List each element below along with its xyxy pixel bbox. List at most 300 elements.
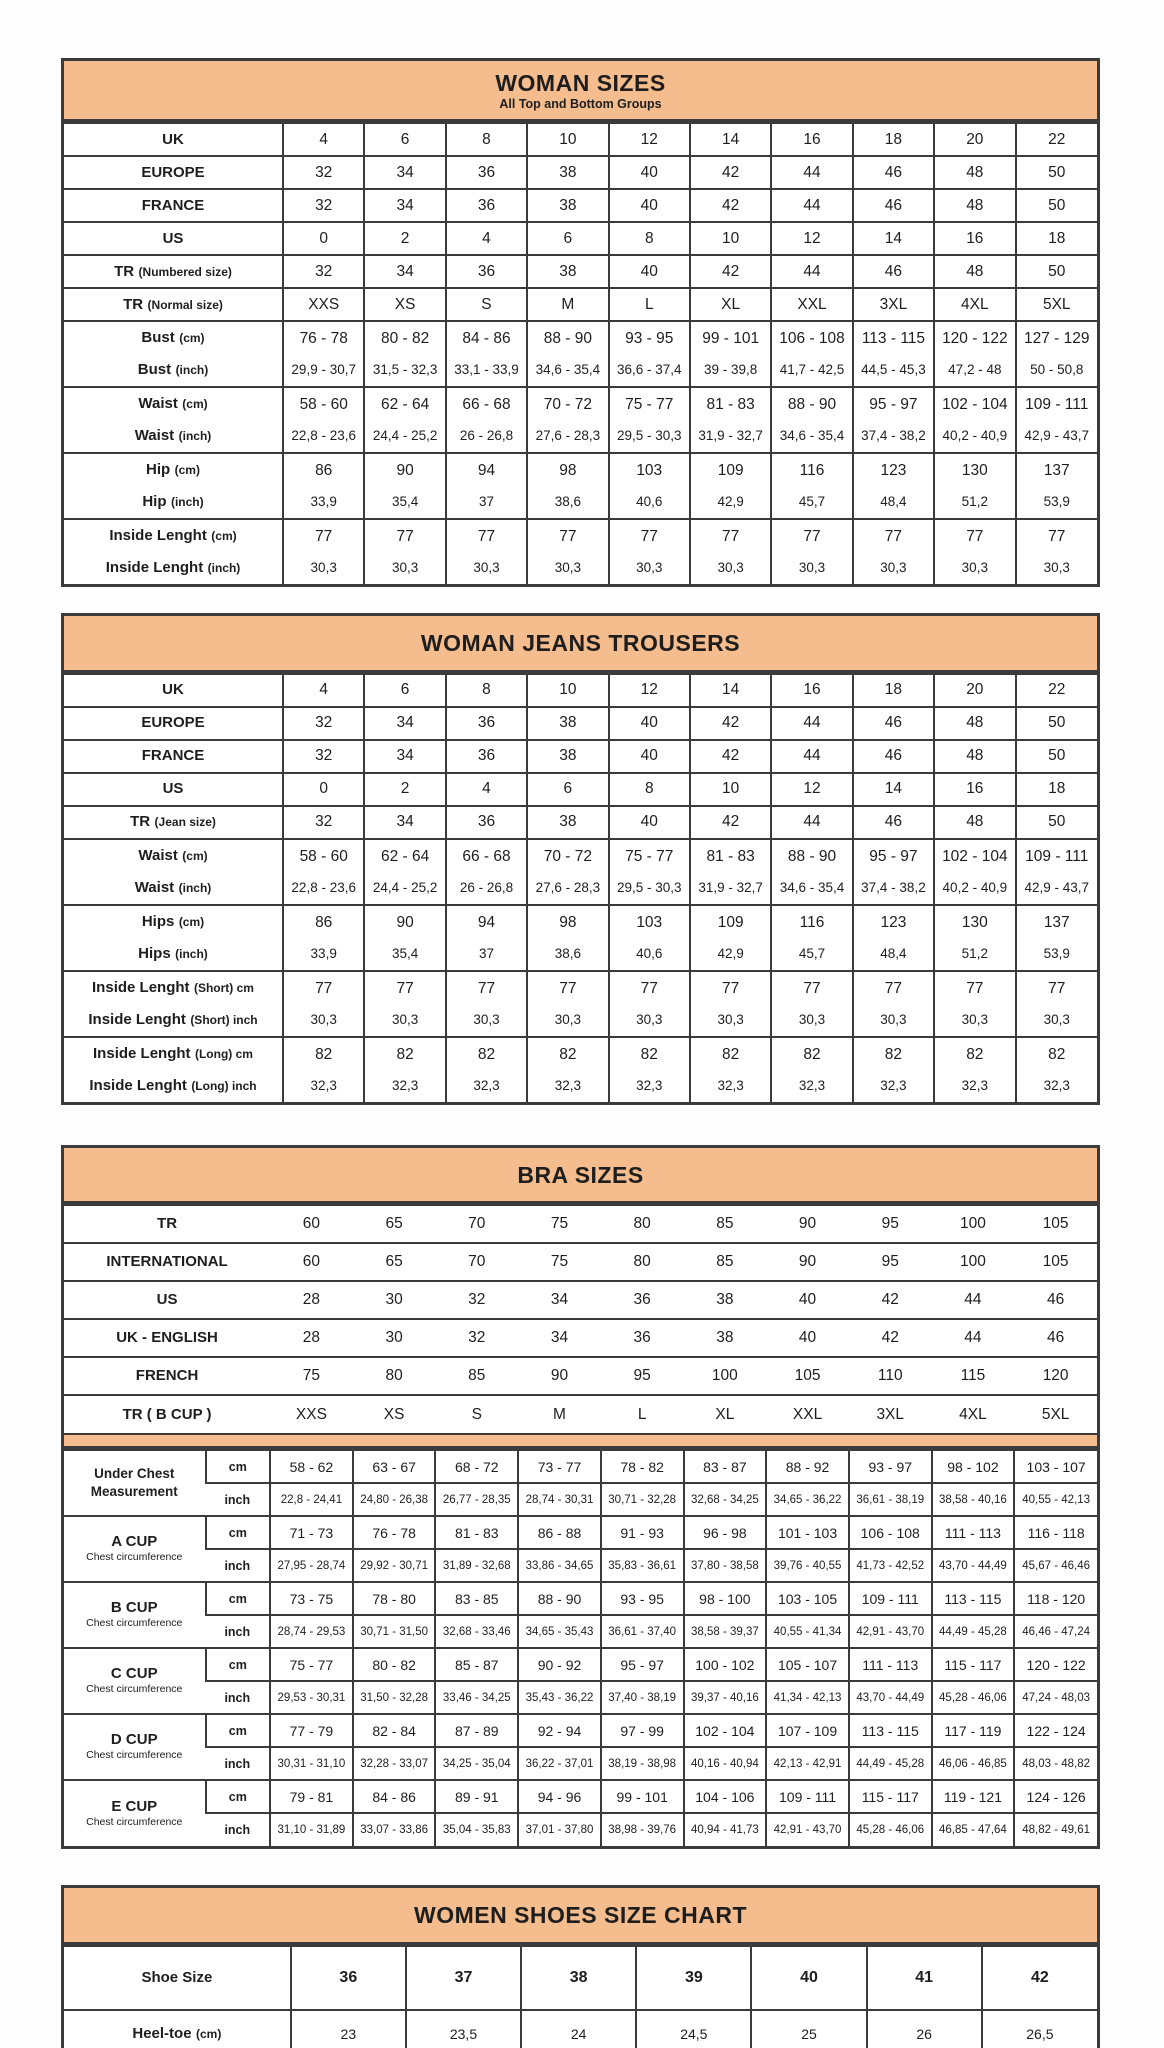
size-value-cell: 38,58 - 39,37 [684, 1615, 767, 1648]
size-value-cell: 77 30,3 [853, 519, 934, 584]
size-value-cell: 77 30,3 [1016, 519, 1097, 584]
spacer [61, 1849, 1100, 1885]
size-value-cell: 85 - 87 [435, 1648, 518, 1681]
size-value-cell: 46 [1014, 1319, 1097, 1357]
row-label: Inside Lenght (Short) cm Inside Lenght (Short) inch [64, 971, 283, 1037]
size-value-cell: 77 30,3 [446, 519, 527, 584]
size-value-cell: 116 45,7 [771, 453, 852, 519]
size-value-cell: 26 [867, 2010, 982, 2048]
size-value-cell: 109 - 111 42,9 - 43,7 [1016, 387, 1097, 453]
unit-label: inch [206, 1681, 271, 1714]
table-row-group [64, 1780, 1097, 1813]
row-label: Waist (cm) Waist (inch) [64, 387, 283, 453]
size-value-cell: 32 [283, 255, 364, 288]
size-value-cell: 30,71 - 32,28 [601, 1483, 684, 1516]
size-value-cell: 26,77 - 28,35 [435, 1483, 518, 1516]
size-value-cell: 77 30,3 [771, 519, 852, 584]
size-value-cell: 46 [853, 806, 934, 839]
peach-divider-strip [64, 1433, 1097, 1449]
size-value-cell: 94 - 96 [518, 1780, 601, 1813]
size-value-cell: 84 - 86 [353, 1780, 436, 1813]
bra-sizes-title: BRA SIZES [517, 1161, 644, 1188]
size-value-cell: 105 [766, 1357, 849, 1395]
size-value-cell: 22 [1016, 123, 1097, 156]
size-value-cell: 12 [771, 773, 852, 806]
size-value-cell: 12 [771, 222, 852, 255]
size-value-cell: 118 - 120 [1014, 1582, 1097, 1615]
size-value-cell: 75 [518, 1243, 601, 1281]
size-value-cell: 4 [446, 773, 527, 806]
size-value-cell: 117 - 119 [932, 1714, 1015, 1747]
size-value-cell: 40,55 - 42,13 [1014, 1483, 1097, 1516]
size-value-cell: 122 - 124 [1014, 1714, 1097, 1747]
size-value-cell: 10 [527, 123, 608, 156]
size-value-cell: XXL [771, 288, 852, 321]
size-value-cell: 66 - 68 26 - 26,8 [446, 839, 527, 905]
size-value-cell: 123 48,4 [853, 453, 934, 519]
size-value-cell: 103 40,6 [609, 453, 690, 519]
size-value-cell: 93 - 95 36,6 - 37,4 [609, 321, 690, 387]
size-value-cell: 34 [364, 707, 445, 740]
row-label: Bust (cm) Bust (inch) [64, 321, 283, 387]
table-row-group [64, 905, 1097, 971]
size-value-cell: 38,58 - 40,16 [932, 1483, 1015, 1516]
size-value-cell: 38 [527, 255, 608, 288]
size-value-cell: 42 [982, 1946, 1097, 2010]
size-value-cell: 76 - 78 [353, 1516, 436, 1549]
size-value-cell: 0 [283, 222, 364, 255]
size-value-cell: L [601, 1395, 684, 1433]
shoes-section [61, 1885, 1100, 2048]
size-value-cell: 77 30,3 [1016, 971, 1097, 1037]
size-value-cell: 115 - 117 [932, 1648, 1015, 1681]
size-value-cell: 100 - 102 [684, 1648, 767, 1681]
size-value-cell: 73 - 77 [518, 1450, 601, 1483]
table-row [64, 773, 1097, 806]
size-value-cell: 44 [771, 806, 852, 839]
size-value-cell: 79 - 81 [270, 1780, 353, 1813]
size-value-cell: 16 [934, 222, 1015, 255]
size-value-cell: 46 [853, 189, 934, 222]
table-row-group [64, 519, 1097, 584]
woman-sizes-section [61, 58, 1100, 587]
size-value-cell: 86 33,9 [283, 453, 364, 519]
spacer [61, 1105, 1100, 1145]
table-row-group [64, 1516, 1097, 1549]
size-value-cell: 100 [932, 1243, 1015, 1281]
size-value-cell: 50 [1016, 255, 1097, 288]
size-value-cell: 80 - 82 [353, 1648, 436, 1681]
size-value-cell: 38,19 - 38,98 [601, 1747, 684, 1780]
size-value-cell: 120 [1014, 1357, 1097, 1395]
size-value-cell: 85 [435, 1357, 518, 1395]
size-value-cell: 94 37 [446, 453, 527, 519]
size-value-cell: 32,28 - 33,07 [353, 1747, 436, 1780]
size-value-cell: 83 - 87 [684, 1450, 767, 1483]
size-value-cell: 48,82 - 49,61 [1014, 1813, 1097, 1846]
size-value-cell: 102 - 104 [684, 1714, 767, 1747]
size-value-cell: 34 [518, 1281, 601, 1319]
size-value-cell: 113 - 115 [932, 1582, 1015, 1615]
size-value-cell: 42,91 - 43,70 [849, 1615, 932, 1648]
size-value-cell: 28 [270, 1319, 353, 1357]
size-value-cell: 39 [636, 1946, 751, 2010]
size-value-cell: 40,94 - 41,73 [684, 1813, 767, 1846]
size-value-cell: 2 [364, 773, 445, 806]
size-value-cell: 36,22 - 37,01 [518, 1747, 601, 1780]
size-value-cell: 44 [771, 740, 852, 773]
size-value-cell: 36 [446, 189, 527, 222]
size-value-cell: 32,68 - 33,46 [435, 1615, 518, 1648]
table-row [64, 707, 1097, 740]
table-row [64, 222, 1097, 255]
table-row [64, 1319, 1097, 1357]
size-value-cell: 40 [609, 255, 690, 288]
size-value-cell: 36 [601, 1281, 684, 1319]
size-value-cell: 92 - 94 [518, 1714, 601, 1747]
table-row [64, 156, 1097, 189]
size-value-cell: 29,92 - 30,71 [353, 1549, 436, 1582]
size-value-cell: 10 [527, 674, 608, 707]
size-value-cell: 80 [601, 1205, 684, 1243]
size-value-cell: 36 [446, 156, 527, 189]
size-value-cell: 20 [934, 123, 1015, 156]
size-value-cell: 36 [446, 255, 527, 288]
size-value-cell: 48 [934, 189, 1015, 222]
size-value-cell: 23 [291, 2010, 406, 2048]
size-value-cell: 22 [1016, 674, 1097, 707]
size-value-cell: 38 [527, 707, 608, 740]
size-value-cell: 98 38,6 [527, 905, 608, 971]
size-value-cell: 6 [527, 222, 608, 255]
unit-label: cm [206, 1516, 271, 1549]
size-value-cell: 8 [446, 674, 527, 707]
size-value-cell: 77 30,3 [690, 971, 771, 1037]
size-value-cell: 0 [283, 773, 364, 806]
table-row [64, 806, 1097, 839]
size-value-cell: 77 - 79 [270, 1714, 353, 1747]
size-value-cell: 42 [690, 707, 771, 740]
size-value-cell: 77 30,3 [527, 971, 608, 1037]
table-row-group [64, 1714, 1097, 1747]
size-value-cell: XL [690, 288, 771, 321]
size-value-cell: 82 32,3 [364, 1037, 445, 1102]
size-value-cell: 88 - 90 [518, 1582, 601, 1615]
size-value-cell: 82 - 84 [353, 1714, 436, 1747]
size-value-cell: 38 [527, 806, 608, 839]
size-value-cell: 32 [283, 156, 364, 189]
size-value-cell: 87 - 89 [435, 1714, 518, 1747]
size-value-cell: 63 - 67 [353, 1450, 436, 1483]
size-value-cell: 109 42,9 [690, 453, 771, 519]
size-value-cell: 48 [934, 255, 1015, 288]
size-value-cell: 4 [446, 222, 527, 255]
row-label: UK [64, 123, 283, 156]
size-value-cell: XS [364, 288, 445, 321]
size-value-cell: 24 [521, 2010, 636, 2048]
size-value-cell: 111 - 113 [849, 1648, 932, 1681]
size-value-cell: 46 [1014, 1281, 1097, 1319]
woman-jeans-header [64, 616, 1097, 672]
table-row [64, 1946, 1097, 2010]
size-value-cell: 101 - 103 [766, 1516, 849, 1549]
size-value-cell: 106 - 108 [849, 1516, 932, 1549]
size-value-cell: 48 [934, 707, 1015, 740]
row-label: TR (Jean size) [64, 806, 283, 839]
table-row [64, 674, 1097, 707]
row-label: FRENCH [64, 1357, 270, 1395]
size-value-cell: 6 [527, 773, 608, 806]
size-value-cell: 65 [353, 1205, 436, 1243]
size-value-cell: 58 - 60 22,8 - 23,6 [283, 387, 364, 453]
table-row [64, 1813, 1097, 1846]
size-value-cell: 65 [353, 1243, 436, 1281]
table-row-group [64, 971, 1097, 1037]
shoes-title: WOMEN SHOES SIZE CHART [413, 1902, 747, 1929]
size-value-cell: 14 [690, 123, 771, 156]
size-value-cell: 32 [283, 707, 364, 740]
size-value-cell: 34 [518, 1319, 601, 1357]
size-value-cell: 30 [353, 1319, 436, 1357]
woman-jeans-title: WOMAN JEANS TROUSERS [420, 630, 741, 657]
size-value-cell: 99 - 101 [601, 1780, 684, 1813]
row-label: FRANCE [64, 189, 283, 222]
size-value-cell: 113 - 115 44,5 - 45,3 [853, 321, 934, 387]
unit-label: cm [206, 1450, 271, 1483]
size-value-cell: 50 [1016, 707, 1097, 740]
size-value-cell: 70 [435, 1243, 518, 1281]
size-value-cell: XS [353, 1395, 436, 1433]
size-value-cell: 119 - 121 [932, 1780, 1015, 1813]
table-row [64, 288, 1097, 321]
size-value-cell: M [527, 288, 608, 321]
size-value-cell: 137 53,9 [1016, 453, 1097, 519]
size-value-cell: 91 - 93 [601, 1516, 684, 1549]
unit-label: inch [206, 1615, 271, 1648]
size-value-cell: 88 - 90 34,6 - 35,4 [527, 321, 608, 387]
size-value-cell: 81 - 83 31,9 - 32,7 [690, 839, 771, 905]
size-value-cell: 81 - 83 [435, 1516, 518, 1549]
size-value-cell: 28,74 - 29,53 [270, 1615, 353, 1648]
size-value-cell: 82 32,3 [853, 1037, 934, 1102]
row-label: FRANCE [64, 740, 283, 773]
row-label: INTERNATIONAL [64, 1243, 270, 1281]
size-value-cell: 50 [1016, 806, 1097, 839]
size-value-cell: 137 53,9 [1016, 905, 1097, 971]
table-row-group [64, 1450, 1097, 1483]
size-value-cell: 32 [435, 1319, 518, 1357]
size-value-cell: 3XL [849, 1395, 932, 1433]
size-value-cell: 46 [853, 707, 934, 740]
row-label: A CUP Chest circumference [64, 1516, 206, 1582]
size-value-cell: 82 32,3 [446, 1037, 527, 1102]
woman-sizes-header [64, 61, 1097, 122]
size-value-cell: 90 [766, 1205, 849, 1243]
size-value-cell: 10 [690, 773, 771, 806]
size-value-cell: 34 [364, 255, 445, 288]
size-value-cell: 40 [766, 1319, 849, 1357]
size-value-cell: 90 35,4 [364, 905, 445, 971]
table-row [64, 123, 1097, 156]
size-value-cell: 8 [609, 773, 690, 806]
size-value-cell: 111 - 113 [932, 1516, 1015, 1549]
size-value-cell: 77 30,3 [283, 519, 364, 584]
size-value-cell: 107 - 109 [766, 1714, 849, 1747]
row-label: C CUP Chest circumference [64, 1648, 206, 1714]
table-row [64, 740, 1097, 773]
size-value-cell: 44,49 - 45,28 [932, 1615, 1015, 1648]
size-value-cell: 33,86 - 34,65 [518, 1549, 601, 1582]
size-value-cell: 5XL [1016, 288, 1097, 321]
row-label: Waist (cm) Waist (inch) [64, 839, 283, 905]
size-value-cell: 34 [364, 189, 445, 222]
size-value-cell: 77 30,3 [364, 971, 445, 1037]
size-value-cell: 110 [849, 1357, 932, 1395]
woman-sizes-title: WOMAN SIZES [495, 70, 666, 96]
size-value-cell: 38 [684, 1281, 767, 1319]
size-value-cell: 58 - 60 22,8 - 23,6 [283, 839, 364, 905]
size-value-cell: 8 [609, 222, 690, 255]
size-value-cell: 77 30,3 [364, 519, 445, 584]
size-value-cell: 28,74 - 30,31 [518, 1483, 601, 1516]
row-label: TR (Normal size) [64, 288, 283, 321]
row-label: US [64, 222, 283, 255]
size-value-cell: 41 [867, 1946, 982, 2010]
size-value-cell: 16 [771, 123, 852, 156]
size-value-cell: 6 [364, 674, 445, 707]
size-value-cell: XXL [766, 1395, 849, 1433]
size-value-cell: 43,70 - 44,49 [932, 1549, 1015, 1582]
size-value-cell: 46 [853, 156, 934, 189]
size-value-cell: 3XL [853, 288, 934, 321]
size-value-cell: 95 - 97 37,4 - 38,2 [853, 839, 934, 905]
size-value-cell: 100 [684, 1357, 767, 1395]
size-value-cell: 102 - 104 40,2 - 40,9 [934, 387, 1015, 453]
size-value-cell: 77 30,3 [853, 971, 934, 1037]
size-value-cell: 60 [270, 1243, 353, 1281]
size-value-cell: 77 30,3 [934, 519, 1015, 584]
size-value-cell: 34 [364, 740, 445, 773]
size-value-cell: 95 [849, 1243, 932, 1281]
table-row [64, 2010, 1097, 2048]
size-value-cell: 75 - 77 29,5 - 30,3 [609, 387, 690, 453]
size-value-cell: 40,55 - 41,34 [766, 1615, 849, 1648]
size-value-cell: 36 [601, 1319, 684, 1357]
size-value-cell: 44 [932, 1319, 1015, 1357]
size-value-cell: 37,40 - 38,19 [601, 1681, 684, 1714]
size-value-cell: 44 [771, 707, 852, 740]
size-value-cell: 26,5 [982, 2010, 1097, 2048]
shoes-grid [64, 1945, 1097, 2048]
size-value-cell: 45,67 - 46,46 [1014, 1549, 1097, 1582]
size-value-cell: 28 [270, 1281, 353, 1319]
size-value-cell: 40 [609, 806, 690, 839]
size-value-cell: 60 [270, 1205, 353, 1243]
size-value-cell: 95 - 97 37,4 - 38,2 [853, 387, 934, 453]
size-value-cell: 46 [853, 255, 934, 288]
size-value-cell: 98 - 100 [684, 1582, 767, 1615]
size-value-cell: 31,10 - 31,89 [270, 1813, 353, 1846]
size-value-cell: 36 [446, 707, 527, 740]
unit-label: inch [206, 1549, 271, 1582]
size-value-cell: 70 [435, 1205, 518, 1243]
size-value-cell: 82 32,3 [934, 1037, 1015, 1102]
size-value-cell: 44 [932, 1281, 1015, 1319]
size-value-cell: 14 [853, 222, 934, 255]
size-value-cell: 105 - 107 [766, 1648, 849, 1681]
size-value-cell: 80 - 82 31,5 - 32,3 [364, 321, 445, 387]
row-label: EUROPE [64, 156, 283, 189]
size-value-cell: 103 - 107 [1014, 1450, 1097, 1483]
size-value-cell: 120 - 122 [1014, 1648, 1097, 1681]
size-value-cell: 82 32,3 [690, 1037, 771, 1102]
size-value-cell: 43,70 - 44,49 [849, 1681, 932, 1714]
size-value-cell: 48 [934, 806, 1015, 839]
row-label: TR (Numbered size) [64, 255, 283, 288]
table-row [64, 1395, 1097, 1433]
size-value-cell: 45,28 - 46,06 [932, 1681, 1015, 1714]
size-value-cell: 58 - 62 [270, 1450, 353, 1483]
size-value-cell: 86 33,9 [283, 905, 364, 971]
size-value-cell: 100 [932, 1205, 1015, 1243]
size-value-cell: 99 - 101 39 - 39,8 [690, 321, 771, 387]
size-value-cell: 44 [771, 156, 852, 189]
size-value-cell: 33,46 - 34,25 [435, 1681, 518, 1714]
size-value-cell: 70 - 72 27,6 - 28,3 [527, 839, 608, 905]
size-value-cell: 77 30,3 [609, 971, 690, 1037]
size-value-cell: 93 - 95 [601, 1582, 684, 1615]
row-label: Inside Lenght (Long) cm Inside Lenght (Long) inch [64, 1037, 283, 1102]
unit-label: cm [206, 1714, 271, 1747]
size-value-cell: 14 [853, 773, 934, 806]
size-value-cell: 75 - 77 29,5 - 30,3 [609, 839, 690, 905]
size-value-cell: 40 [609, 156, 690, 189]
size-value-cell: 109 - 111 [766, 1780, 849, 1813]
size-value-cell: 32 [435, 1281, 518, 1319]
size-value-cell: 106 - 108 41,7 - 42,5 [771, 321, 852, 387]
size-value-cell: 73 - 75 [270, 1582, 353, 1615]
size-value-cell: 39,37 - 40,16 [684, 1681, 767, 1714]
size-value-cell: 36,61 - 38,19 [849, 1483, 932, 1516]
row-label: US [64, 1281, 270, 1319]
size-value-cell: L [609, 288, 690, 321]
table-row [64, 1615, 1097, 1648]
size-value-cell: 48,03 - 48,82 [1014, 1747, 1097, 1780]
size-value-cell: 89 - 91 [435, 1780, 518, 1813]
size-value-cell: 20 [934, 674, 1015, 707]
table-row-group [64, 453, 1097, 519]
bra-sizes-header [64, 1148, 1097, 1204]
size-value-cell: 31,89 - 32,68 [435, 1549, 518, 1582]
size-value-cell: 96 - 98 [684, 1516, 767, 1549]
size-value-cell: 77 30,3 [283, 971, 364, 1037]
size-value-cell: 47,24 - 48,03 [1014, 1681, 1097, 1714]
table-row-group [64, 1037, 1097, 1102]
size-value-cell: 18 [853, 674, 934, 707]
size-value-cell: 38 [527, 189, 608, 222]
size-value-cell: 41,73 - 42,52 [849, 1549, 932, 1582]
size-value-cell: 32,68 - 34,25 [684, 1483, 767, 1516]
size-value-cell: 82 32,3 [609, 1037, 690, 1102]
size-value-cell: 42,13 - 42,91 [766, 1747, 849, 1780]
size-value-cell: 44 [771, 189, 852, 222]
table-row-group [64, 839, 1097, 905]
size-value-cell: 18 [853, 123, 934, 156]
shoes-header [64, 1888, 1097, 1944]
size-value-cell: 32 [283, 189, 364, 222]
size-value-cell: 82 32,3 [771, 1037, 852, 1102]
row-label: Hip (cm) Hip (inch) [64, 453, 283, 519]
